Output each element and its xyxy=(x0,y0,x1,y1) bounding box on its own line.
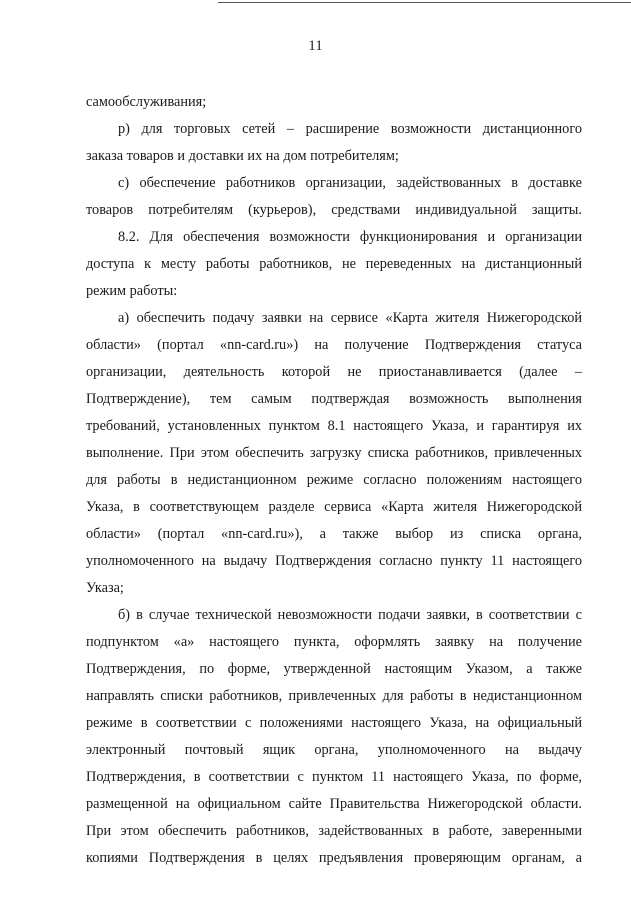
text-line: выполнение. При этом обеспечить загрузку списка работников, привлеченных xyxy=(86,445,582,461)
text-line: требований, установленных пунктом 8.1 настоящего Указа, и гарантируя их xyxy=(86,418,582,434)
text-line: режим работы: xyxy=(86,283,178,299)
text-line: Подтверждение), тем самым подтверждая возможность выполнения xyxy=(86,391,582,407)
text-line: заказа товаров и доставки их на дом потребителям; xyxy=(86,148,399,164)
page-number: 11 xyxy=(308,38,323,54)
text-line: 8.2. Для обеспечения возможности функционирования и организации xyxy=(118,229,582,245)
text-line: доступа к месту работы работников, не переведенных на дистанционный xyxy=(86,256,582,272)
text-line: размещенной на официальном сайте Правительства Нижегородской области. xyxy=(86,796,582,812)
text-line: копиями Подтверждения в целях предъявления проверяющим органам, а xyxy=(86,850,582,866)
text-line: организации, деятельность которой не приостанавливается (далее – xyxy=(86,364,582,380)
text-line: подпунктом «а» настоящего пункта, оформлять заявку на получение xyxy=(86,634,582,650)
text-line: электронный почтовый ящик органа, уполномоченного на выдачу xyxy=(86,742,582,758)
text-line: направлять списки работников, привлеченных для работы в недистанционном xyxy=(86,688,582,704)
text-line: Подтверждения, в соответствии с пунктом 11 настоящего Указа, по форме, xyxy=(86,769,582,785)
text-line: для работы в недистанционном режиме согласно положениям настоящего xyxy=(86,472,582,488)
text-line: а) обеспечить подачу заявки на сервисе «Карта жителя Нижегородской xyxy=(118,310,582,326)
text-line: области» (портал «nn-card.ru») на получение Подтверждения статуса xyxy=(86,337,582,353)
text-line: товаров потребителям (курьеров), средствами индивидуальной защиты. xyxy=(86,202,582,218)
text-line: Указа, в соответствующем разделе сервиса «Карта жителя Нижегородской xyxy=(86,499,582,515)
text-line: самообслуживания; xyxy=(86,94,207,110)
text-line: Подтверждения, по форме, утвержденной настоящим Указом, а также xyxy=(86,661,582,677)
text-line: области» (портал «nn-card.ru»), а также выбор из списка органа, xyxy=(86,526,582,542)
text-line: б) в случае технической невозможности подачи заявки, в соответствии с xyxy=(118,607,582,623)
text-line: уполномоченного на выдачу Подтверждения согласно пункту 11 настоящего xyxy=(86,553,582,569)
text-line: с) обеспечение работников организации, задействованных в доставке xyxy=(118,175,582,191)
text-line: При этом обеспечить работников, задействованных в работе, заверенными xyxy=(86,823,582,839)
text-line: р) для торговых сетей – расширение возможности дистанционного xyxy=(118,121,582,137)
top-rule xyxy=(218,2,631,3)
text-line: режиме в соответствии с положениями настоящего Указа, на официальный xyxy=(86,715,582,731)
text-line: Указа; xyxy=(86,580,124,596)
